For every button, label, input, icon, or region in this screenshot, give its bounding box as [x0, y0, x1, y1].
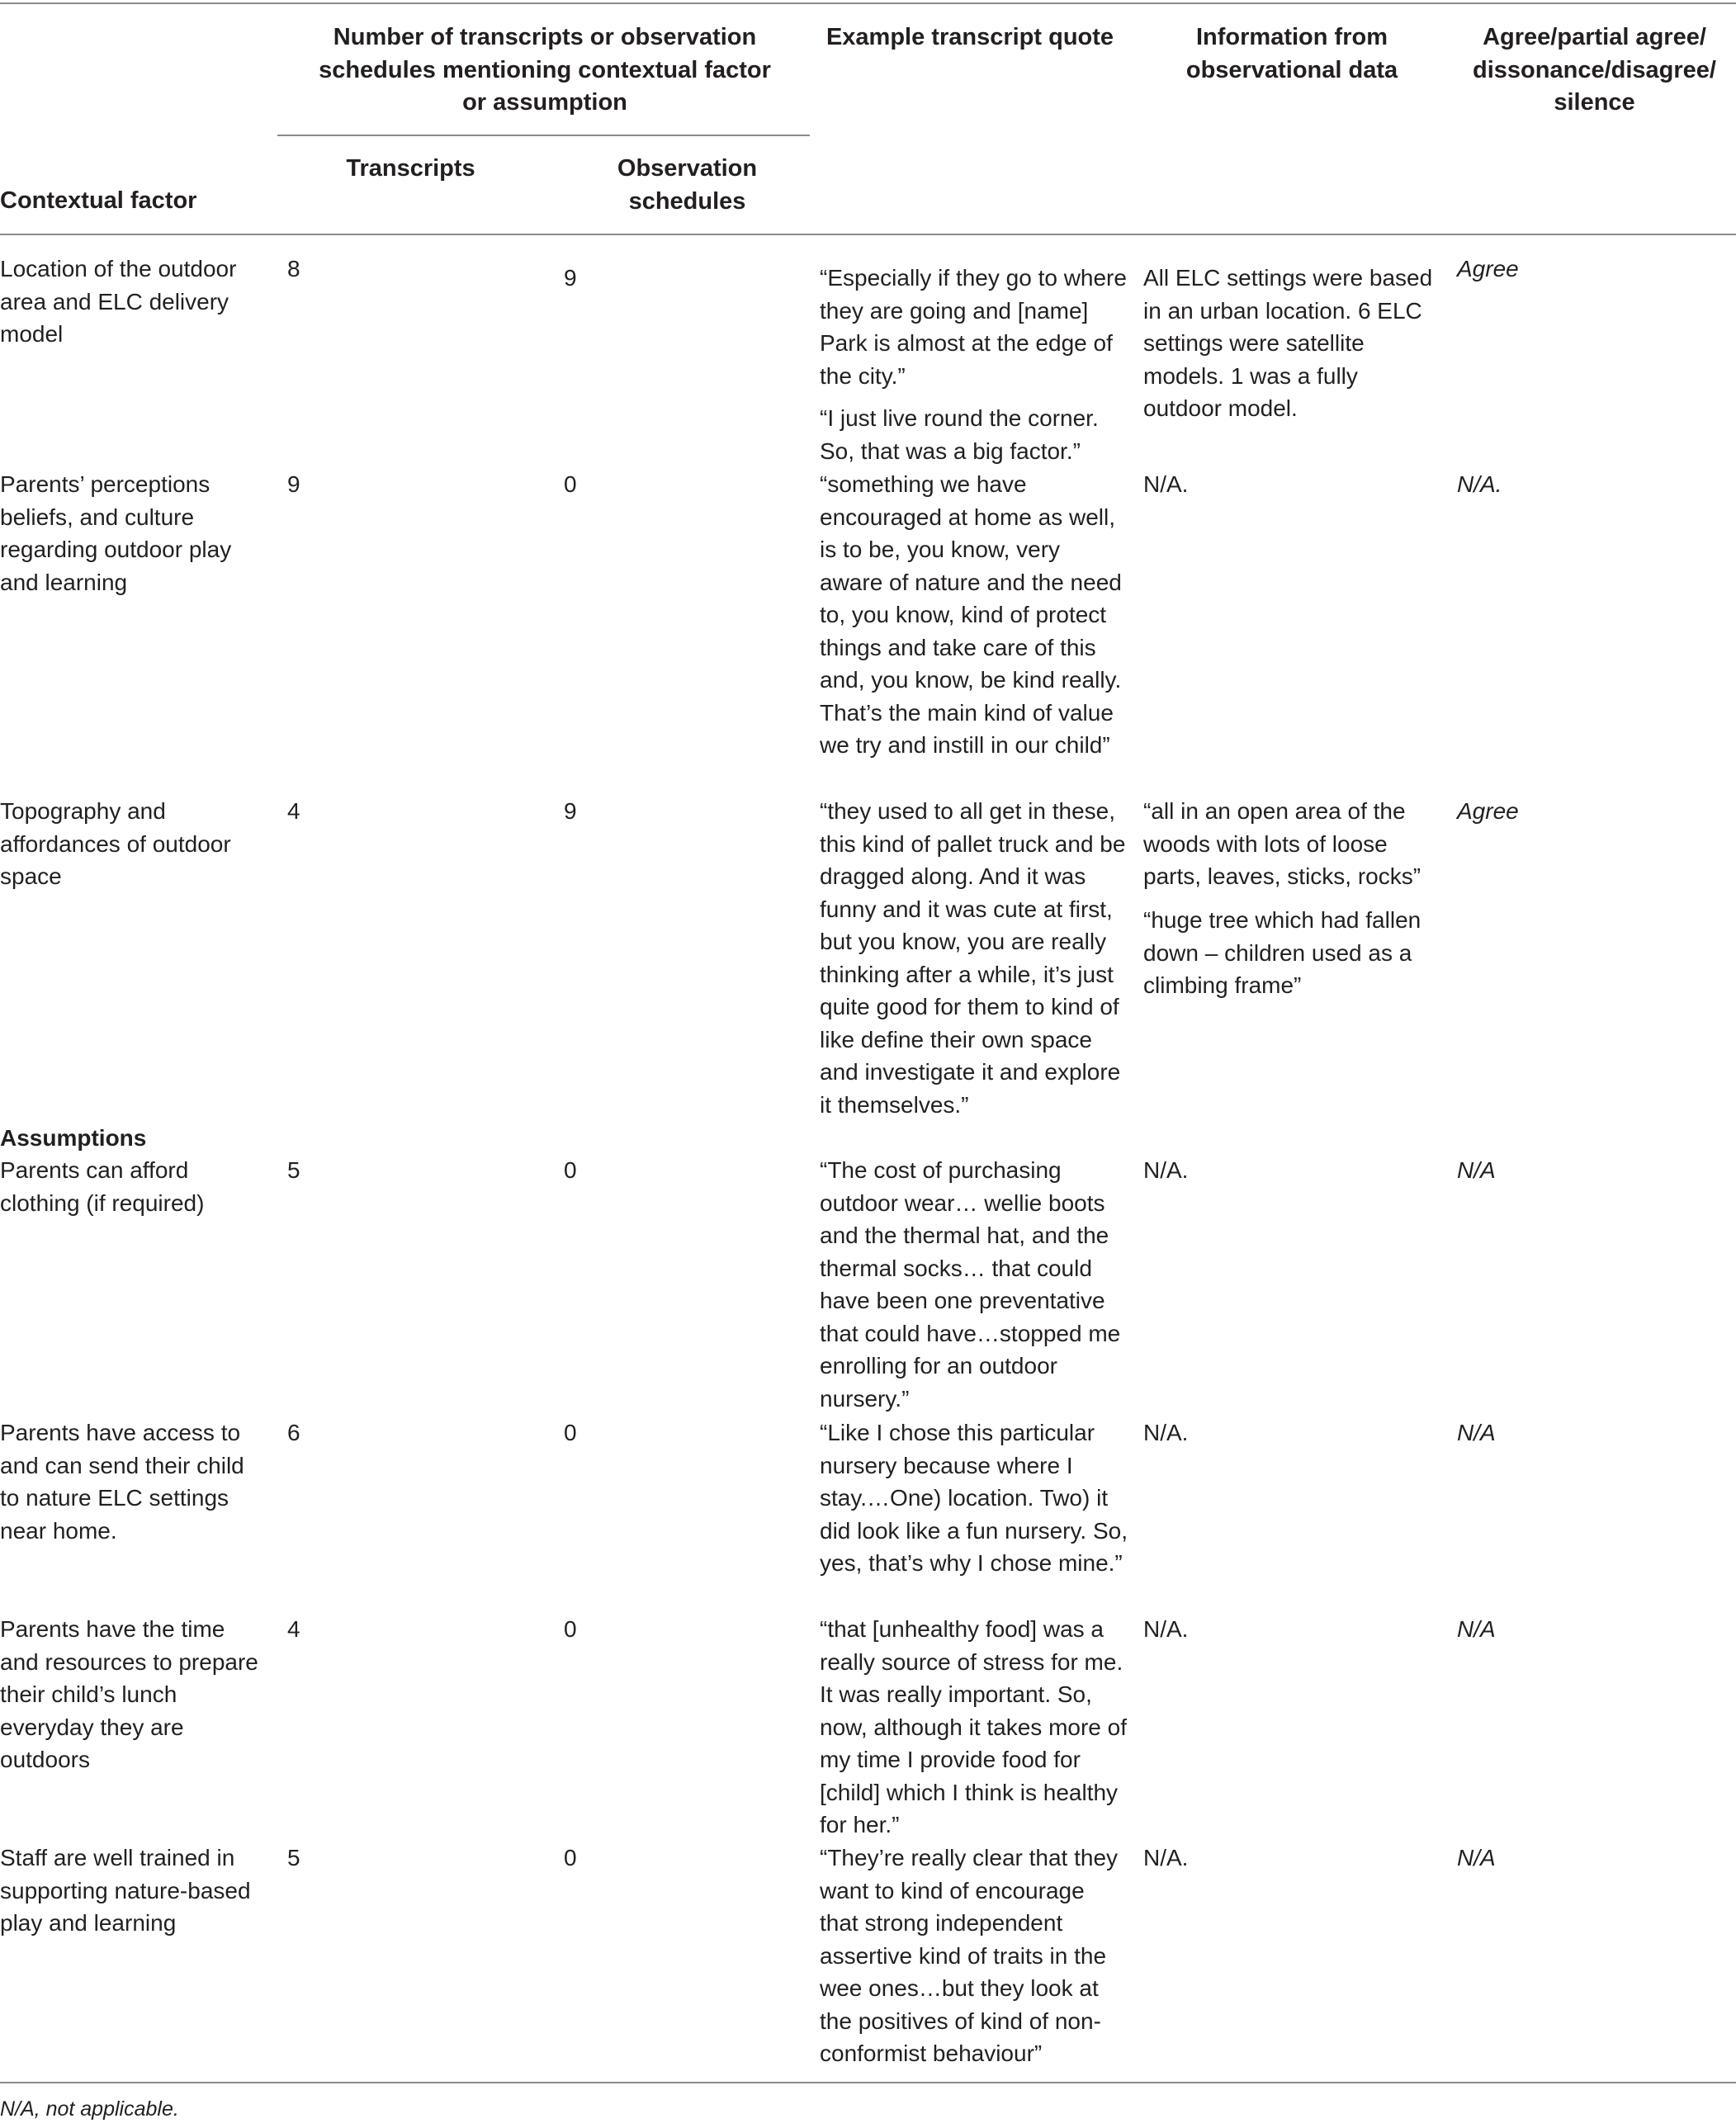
header-schedules: Observation schedules — [617, 155, 758, 215]
row-schedules: 9 — [564, 798, 577, 824]
header-number-group: Number of transcripts or observation schedules mentioning contextual factor or assumption — [319, 24, 771, 116]
header-sub-rule — [277, 135, 810, 136]
row-agree: N/A — [1457, 1616, 1496, 1642]
row-obs: All ELC settings were based in an urban location. 6 ELC settings were satellite models. 1 was a fully outdoor model. — [1143, 265, 1433, 421]
row-transcripts: 6 — [287, 1420, 300, 1445]
row-transcripts: 8 — [287, 256, 300, 281]
row-factor: Parents have the time and resources to prepare their child’s lunch everyday they are outdoors — [0, 1616, 258, 1772]
row-agree: N/A — [1457, 1157, 1496, 1183]
row-agree: N/A — [1457, 1845, 1496, 1870]
row-factor: Staff are well trained in supporting nature-based play and learning — [0, 1845, 251, 1936]
row-transcripts: 4 — [287, 798, 300, 824]
header-agreement: Agree/partial agree/ dissonance/disagree/ silence — [1473, 24, 1716, 116]
row-factor: Parents have access to and can send their child to nature ELC settings near home. — [0, 1420, 244, 1544]
row-agree: Agree — [1457, 798, 1519, 824]
row-quote: “The cost of purchasing outdoor wear… wellie boots and the thermal hat, and the thermal socks… that could have been one preventative that could have…stopped me enrolling for an outdoor nursery.” — [820, 1157, 1121, 1412]
row-factor: Parents can afford clothing (if required) — [0, 1157, 205, 1216]
row-quote: “They’re really clear that they want to kind of encourage that strong independent assertive kind of traits in the wee ones…but they look at the positives of kind of non-conformist behaviour” — [820, 1845, 1119, 2066]
row-quote: “Especially if they go to where they are going and [name] Park is almost at the edge of the city.” — [820, 265, 1127, 389]
row-transcripts: 5 — [287, 1845, 300, 1870]
row-transcripts: 4 — [287, 1616, 300, 1642]
row-schedules: 0 — [564, 1157, 577, 1183]
section-assumptions: Assumptions — [0, 1125, 147, 1151]
row-obs: N/A. — [1143, 1420, 1189, 1445]
header-quote: Example transcript quote — [825, 24, 1114, 50]
row-factor: Location of the outdoor area and ELC delivery model — [0, 256, 237, 347]
row-factor: Parents’ perceptions beliefs, and culture regarding outdoor play and learning — [0, 471, 232, 595]
row-agree: Agree — [1457, 256, 1519, 281]
row-obs-second: “huge tree which had fallen down – children used as a climbing frame” — [1143, 907, 1421, 998]
row-schedules: 0 — [564, 471, 577, 497]
row-schedules: 0 — [564, 1420, 577, 1445]
row-obs: N/A. — [1143, 1616, 1189, 1642]
row-obs: “all in an open area of the woods with lots of loose parts, leaves, sticks, rocks” — [1143, 798, 1421, 889]
table-bottom-rule — [0, 2082, 1736, 2083]
row-obs: N/A. — [1143, 1157, 1189, 1183]
header-factor: Contextual factor — [0, 187, 197, 214]
table-top-rule — [0, 2, 1736, 4]
row-schedules: 9 — [564, 265, 577, 291]
row-schedules: 0 — [564, 1845, 577, 1870]
row-transcripts: 5 — [287, 1157, 300, 1183]
row-obs: N/A. — [1143, 1845, 1189, 1870]
row-schedules: 0 — [564, 1616, 577, 1642]
header-bottom-rule — [0, 234, 1736, 235]
row-quote: “they used to all get in these, this kind of pallet truck and be dragged along. And it was funny and it was cute at first, but you know, you are really thinking after a while, it’s just quite good for them to kind of like define their own space and investigate it and explore it themselves.” — [820, 798, 1126, 1118]
row-quote-second: “I just live round the corner. So, that was a big factor.” — [820, 405, 1099, 464]
row-quote: “Like I chose this particular nursery because where I stay.…One) location. Two) it did look like a fun nursery. So, yes, that’s why I chose mine.” — [820, 1420, 1128, 1576]
row-quote: “that [unhealthy food] was a really source of stress for me. It was really important. So, now, although it takes more of my time I provide food for [child] which I think is healthy for her.” — [820, 1616, 1127, 1837]
row-agree: N/A — [1457, 1420, 1496, 1445]
row-transcripts: 9 — [287, 471, 300, 497]
row-quote: “something we have encouraged at home as well, is to be, you know, very aware of nature and the need to, you know, kind of protect things and take care of this and, you know, be kind really. That’s the main kind of value we try and instill in our child” — [820, 471, 1122, 758]
header-transcripts: Transcripts — [346, 155, 475, 182]
row-obs: N/A. — [1143, 471, 1189, 497]
header-obs-info: Information from observational data — [1185, 24, 1398, 83]
row-factor: Topography and affordances of outdoor space — [0, 798, 231, 889]
footnote: N/A, not applicable. — [0, 2097, 179, 2121]
row-agree: N/A. — [1457, 471, 1502, 497]
